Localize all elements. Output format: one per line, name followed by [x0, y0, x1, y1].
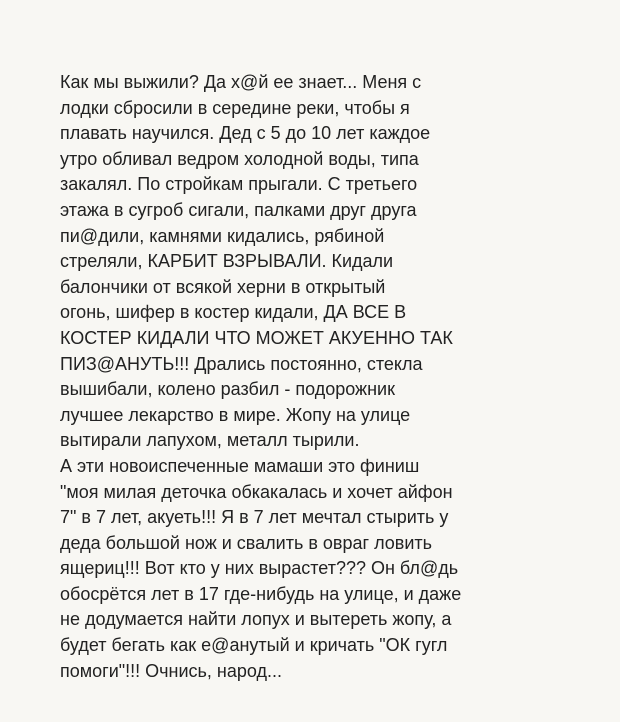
text-line: Как мы выжили? Да х@й ее знает... Меня с — [60, 72, 422, 92]
text-line: стреляли, КАРБИТ ВЗРЫВАЛИ. Кидали — [60, 251, 394, 272]
text-line: будет бегать как е@анутый и кричать "ОК гугл — [60, 635, 448, 656]
text-line: помоги"!!! Очнись, народ... — [60, 660, 282, 681]
text-line: КОСТЕР КИДАЛИ ЧТО МОЖЕТ АКУЕННО ТАК — [60, 327, 453, 348]
text-line: вышибали, колено разбил - подорожник — [60, 379, 395, 400]
text-line: балончики от всякой херни в открытый — [60, 276, 386, 297]
text-line: этажа в сугроб сигали, палками друг друга — [60, 199, 417, 220]
text-line: утро обливал ведром холодной воды, типа — [60, 148, 419, 169]
text-line: лодки сбросили в середине реки, чтобы я — [60, 97, 410, 118]
text-line: огонь, шифер в костер кидали, ДА ВСЕ В — [60, 302, 407, 323]
post-text — [60, 70, 540, 684]
text-line: ПИЗ@АНУТЬ!!! Дрались постоянно, стекла — [60, 353, 423, 374]
text-line: закалял. По стройкам прыгали. С третьего — [60, 174, 418, 195]
text-line: лучшее лекарство в мире. Жопу на улице — [60, 404, 411, 425]
text-line: деда большой нож и свалить в овраг ловить — [60, 532, 433, 553]
text-line: пи@дили, камнями кидались, рябиной — [60, 225, 385, 246]
text-line: не додумается найти лопух и вытереть жопу, а — [60, 609, 452, 630]
text-line: ящериц!!! Вот кто у них вырастет??? Он бл@дь — [60, 558, 459, 579]
text-line: 7" в 7 лет, акуеть!!! Я в 7 лет мечтал стырить у — [60, 507, 449, 528]
text-line: обосрётся лет в 17 где-нибудь на улице, и даже — [60, 583, 462, 604]
text-line: А эти новоиспеченные мамаши это финиш — [60, 455, 420, 476]
text-line: вытирали лапухом, металл тырили. — [60, 430, 360, 451]
text-line: "моя милая деточка обкакалась и хочет айфон — [60, 481, 453, 502]
text-line: плавать научился. Дед с 5 до 10 лет каждое — [60, 123, 431, 144]
